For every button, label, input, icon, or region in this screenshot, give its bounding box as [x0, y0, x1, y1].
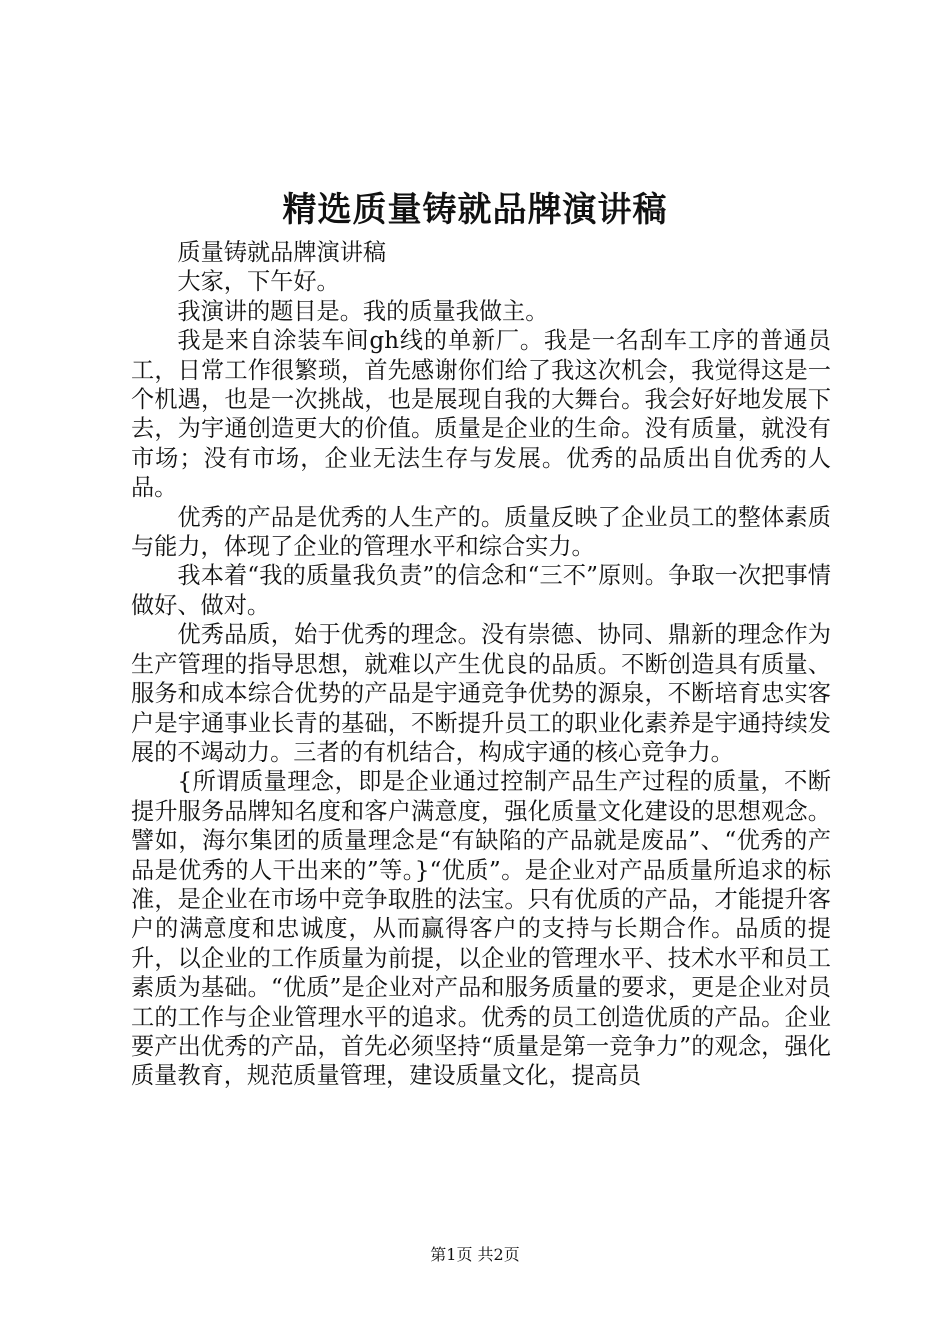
document-title: 精选质量铸就品牌演讲稿	[282, 190, 668, 230]
document-body	[131, 238, 831, 1091]
paragraph: 我是来自涂装车间gh线的单新厂。我是一名刮车工序的普通员工，日常工作很繁琐，首先感谢你们给了我这次机会，我觉得这是一个机遇，也是一次挑战，也是展现自我的大舞台。我会好好地发展下去，为宇通创造更大的价值。质量是企业的生命。没有质量，就没有市场；没有市场，企业无法生存与发展。优秀的品质出自优秀的人品。	[131, 327, 831, 502]
paragraph: 优秀品质，始于优秀的理念。没有崇德、协同、鼎新的理念作为生产管理的指导思想，就难以产生优良的品质。不断创造具有质量、服务和成本综合优势的产品是宇通竞争优势的源泉，不断培育忠实客户是宇通事业长青的基础，不断提升员工的职业化素养是宇通持续发展的不竭动力。三者的有机结合，构成宇通的核心竞争力。	[131, 621, 831, 766]
paragraph: 大家，下午好。	[177, 268, 340, 296]
page-footer: 第1页 共2页	[430, 1245, 520, 1264]
paragraph: 我演讲的题目是。我的质量我做主。	[177, 297, 549, 325]
paragraph: {所谓质量理念，即是企业通过控制产品生产过程的质量，不断提升服务品牌知名度和客户满意度，强化质量文化建设的思想观念。譬如，海尔集团的质量理念是“有缺陷的产品就是废品”、“优秀的产品是优秀的人干出来的”等。}“优质”。是企业对产品质量所追求的标准，是企业在市场中竞争取胜的法宝。只有优质的产品，才能提升客户的满意度和忠诚度，从而赢得客户的支持与长期合作。品质的提升，以企业的工作质量为前提，以企业的管理水平、技术水平和员工素质为基础。“优质”是企业对产品和服务质量的要求，更是企业对员工的工作与企业管理水平的追求。优秀的员工创造优质的产品。企业要产出优秀的产品，首先必须坚持“质量是第一竞争力”的观念，强化质量教育，规范质量管理，建设质量文化，提高员	[131, 768, 831, 1090]
paragraph: 质量铸就品牌演讲稿	[177, 239, 387, 266]
paragraph: 我本着“我的质量我负责”的信念和“三不”原则。争取一次把事情做好、做对。	[131, 562, 831, 619]
paragraph: 优秀的产品是优秀的人生产的。质量反映了企业员工的整体素质与能力，体现了企业的管理水平和综合实力。	[131, 503, 831, 561]
